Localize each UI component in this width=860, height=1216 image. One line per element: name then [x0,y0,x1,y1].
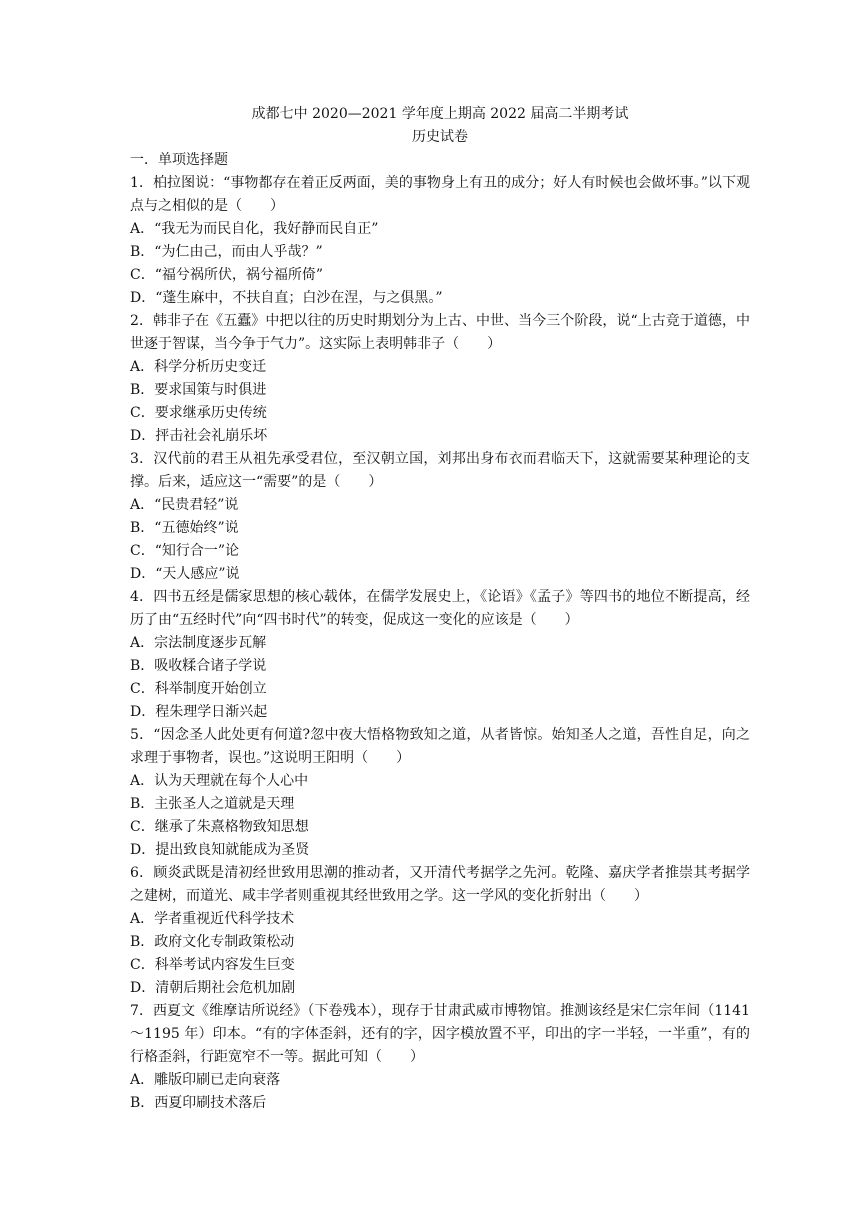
question-stem: 6．顾炎武既是清初经世致用思潮的推动者，又开清代考据学之先河。乾隆、嘉庆学者推崇其考据学之建树，而道光、咸丰学者则重视其经世致用之学。这一学风的变化折射出（ ） [130,865,750,904]
answer-option: B．“五德始终”说 [130,520,239,536]
answer-option: A．“我无为而民自化，我好静而民自正” [130,221,379,237]
question-item [130,448,750,586]
question-stem: 7．西夏文《维摩诘所说经》（下卷残本），现存于甘肃武威市博物馆。推测该经是宋仁宗年间（1141～1195 年）印本。“有的字体歪斜，还有的字，因字模放置不平，印出的字一半轻，一半重”，有的行格歪斜，行距宽窄不一等。据此可知（ ） [130,1003,750,1065]
answer-option: C．继承了朱熹格物致知思想 [130,819,309,835]
answer-option: D．“天人感应”说 [130,566,240,582]
question-item [130,586,750,724]
answer-option: A．雕版印刷已走向衰落 [130,1072,281,1088]
question-list [130,172,750,1115]
answer-option: D．提出致良知就能成为圣贤 [130,842,310,858]
section-heading: 一．单项选择题 [130,152,228,168]
answer-option: B．西夏印刷技术落后 [130,1095,267,1111]
answer-option: C．要求继承历史传统 [130,405,267,421]
answer-option: D．“蓬生麻中，不扶自直；白沙在涅，与之俱黑。” [130,290,443,306]
answer-option: A．“民贵君轻”说 [130,497,239,513]
answer-option: C．“福兮祸所伏，祸兮福所倚” [130,267,324,283]
answer-option: D．抨击社会礼崩乐坏 [130,428,268,444]
answer-option: A．科学分析历史变迁 [130,359,267,375]
question-stem: 3．汉代前的君王从祖先承受君位，至汉朝立国，刘邦出身布衣而君临天下，这就需要某种理论的支撑。后来，适应这一“需要”的是（ ） [130,451,750,490]
answer-option: C．科举考试内容发生巨变 [130,957,295,973]
question-stem: 4．四书五经是儒家思想的核心载体，在儒学发展史上，《论语》《孟子》等四书的地位不断提高，经历了由“五经时代”向“四书时代”的转变，促成这一变化的应该是（ ） [130,589,750,628]
answer-option: B．主张圣人之道就是天理 [130,796,295,812]
question-item [130,862,750,1000]
question-item [130,1000,750,1115]
question-item [130,310,750,448]
question-item [130,724,750,862]
answer-option: C．“知行合一”论 [130,543,240,559]
answer-option: A．认为天理就在每个人心中 [130,773,309,789]
answer-option: B．“为仁由己，而由人乎哉？” [130,244,323,260]
answer-option: A．学者重视近代科学技术 [130,911,295,927]
answer-option: A．宗法制度逐步瓦解 [130,635,267,651]
exam-subtitle: 历史试卷 [412,129,468,145]
answer-option: B．吸收糅合诸子学说 [130,658,267,674]
exam-title: 成都七中 2020—2021 学年度上期高 2022 届高二半期考试 [251,106,629,122]
answer-option: D．程朱理学日渐兴起 [130,704,268,720]
answer-option: D．清朝后期社会危机加剧 [130,980,296,996]
answer-option: B．政府文化专制政策松动 [130,934,295,950]
answer-option: B．要求国策与时俱进 [130,382,267,398]
question-stem: 5．“因念圣人此处更有何道?忽中夜大悟格物致知之道，从者皆惊。始知圣人之道，吾性自足，向之求理于事物者，误也。”这说明王阳明（ ） [130,727,750,766]
answer-option: C．科举制度开始创立 [130,681,267,697]
question-item [130,172,750,310]
question-stem: 1．柏拉图说：“事物都存在着正反两面，美的事物身上有丑的成分；好人有时候也会做坏事。”以下观点与之相似的是（ ） [130,175,750,214]
question-stem: 2．韩非子在《五蠹》中把以往的历史时期划分为上古、中世、当今三个阶段，说“上古竞于道德，中世逐于智谋，当今争于气力”。这实际上表明韩非子（ ） [130,313,750,352]
